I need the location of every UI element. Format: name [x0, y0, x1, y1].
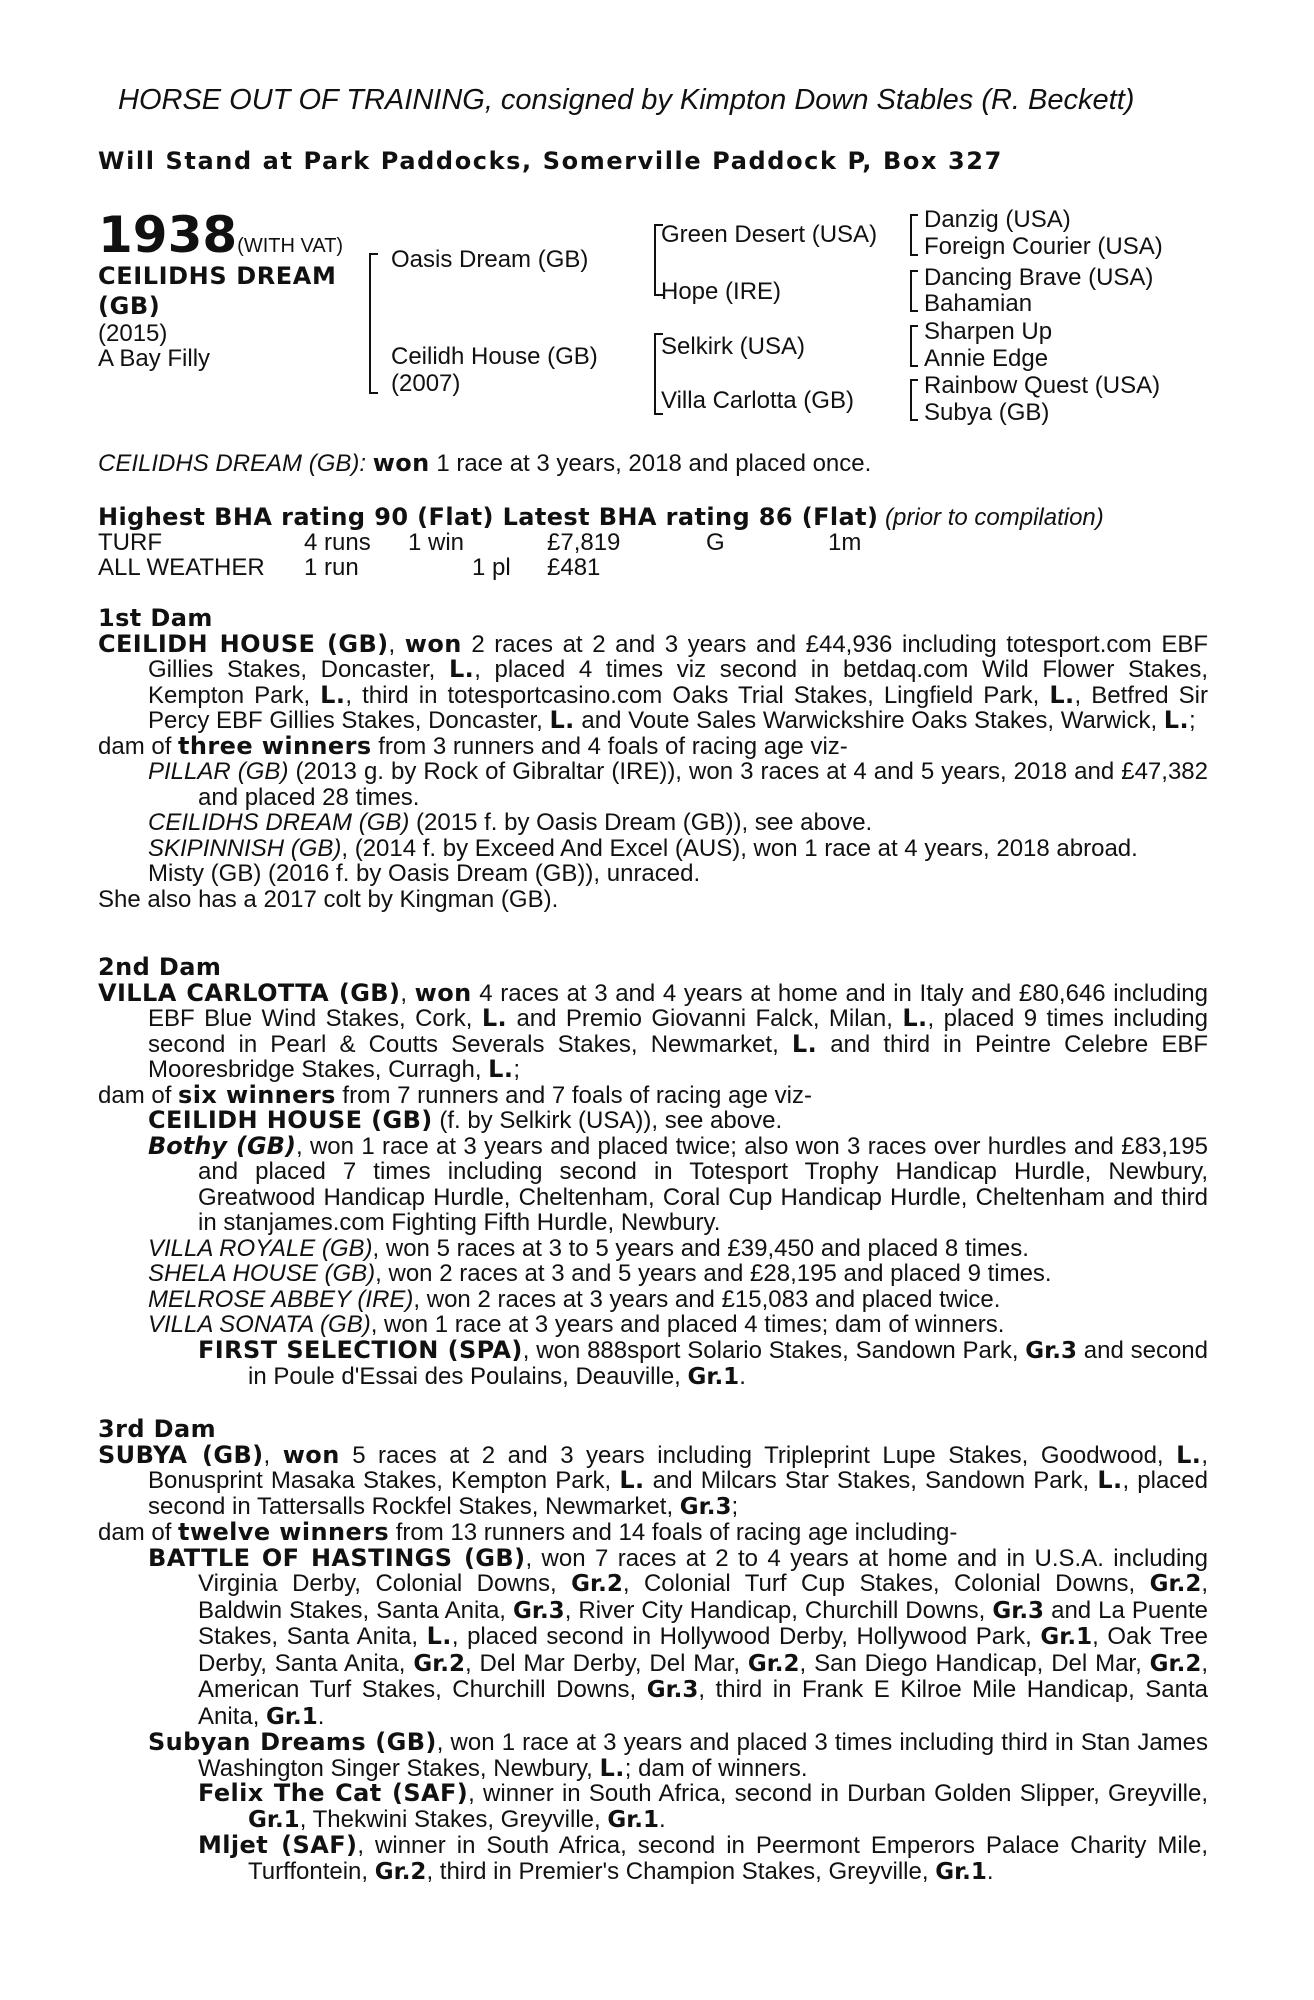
listed-label: L. — [426, 1622, 452, 1650]
bha-rating — [98, 503, 1104, 532]
progeny-melrose-abbey — [98, 1287, 1208, 1313]
listed-label: L. — [902, 1004, 928, 1032]
first-dam-text: , third in totesportcasino.com Oaks Trial Stakes, Lingfield Park, — [345, 681, 1050, 709]
progeny-text: . — [659, 1805, 666, 1833]
second-dam-won: won — [414, 978, 472, 1007]
third-dam-text: ; — [731, 1492, 739, 1520]
second-dam-text: and Premio Giovanni Falck, Milan, — [507, 1005, 903, 1032]
pedigree-dam-year: (2007) — [391, 370, 461, 397]
page-header-title: HORSE OUT OF TRAINING, consigned by Kimpton Down Stables (R. Beckett) — [118, 84, 1135, 116]
horse-name — [98, 261, 336, 321]
progeny-text: and second in Poule d'Essai des Poulains, Deauville, — [248, 1336, 1208, 1390]
progeny-name: MELROSE ABBEY (IRE) — [148, 1285, 414, 1313]
grandprogeny-mljet — [98, 1833, 1208, 1885]
produce-winners: twelve winners — [178, 1518, 390, 1546]
pedigree-dam-sire: Selkirk (USA) — [661, 333, 806, 360]
grade-label: Gr.2 — [374, 1858, 427, 1885]
progeny-name: Felix The Cat (SAF) — [198, 1779, 469, 1807]
listed-label: L. — [448, 655, 475, 683]
progeny-text: , won 5 races at 3 to 5 years and £39,450 and placed 8 times. — [372, 1234, 1029, 1262]
pedigree-ggp-6: Annie Edge — [924, 345, 1049, 372]
second-dam-paragraph: VILLA CARLOTTA (GB), won 4 races at 3 and 4 years at home and in Italy and £80,646 including EBF Blue Wind Stakes, Cork, L. and Premio Giovanni Falck, Milan, L., placed 9 times including second in Pearl & Coutts Severals Stakes, Newmarket, L. and third in Peintre Celebre EBF Mooresbridge Stakes, Curragh, L.; — [98, 978, 1209, 1083]
grade-label: Gr.3 — [513, 1597, 565, 1624]
pedigree-ggp-3: Dancing Brave (USA) — [924, 264, 1154, 291]
produce-winners: six winners — [178, 1080, 336, 1109]
grade-label: Gr.2 — [413, 1650, 465, 1677]
progeny-text: (f. by Selkirk (USA)), see above. — [432, 1107, 783, 1134]
progeny-skipinnish — [98, 836, 1208, 862]
progeny-bothy — [98, 1131, 1208, 1236]
horse-description: A Bay Filly — [98, 345, 211, 372]
pedigree-ggp-7: Rainbow Quest (USA) — [924, 372, 1161, 399]
second-dam-text: and third in Peintre Celebre EBF Mooresbridge Stakes, Curragh, — [148, 1030, 1208, 1083]
pedigree-sire-dam: Hope (IRE) — [661, 278, 782, 305]
listed-label: L. — [619, 1466, 645, 1494]
horse-name-line2: (GB) — [98, 292, 161, 320]
progeny-text: . — [317, 1702, 325, 1730]
progeny-text: , third in Frank E Kilroe Mile Handicap, Santa Anita, — [198, 1676, 1208, 1730]
progeny-text: , won 888sport Solario Stakes, Sandown Park, — [522, 1336, 1026, 1364]
second-dam-text: ; — [513, 1056, 521, 1083]
progeny-text: , Baldwin Stakes, Santa Anita, — [198, 1570, 1209, 1624]
grade-label: Gr.3 — [992, 1597, 1045, 1624]
progeny-text: , winner in South Africa, second in Durban Golden Slipper, Greyville, — [468, 1780, 1208, 1807]
produce-winners: three winners — [178, 731, 372, 760]
listed-label: L. — [488, 1055, 514, 1083]
listed-label: L. — [320, 680, 346, 709]
grade-label: Gr.1 — [266, 1703, 318, 1730]
third-dam-paragraph: SUBYA (GB), won 5 races at 2 and 3 years including Tripleprint Lupe Stakes, Goodwood, L., Bonusprint Masaka Stakes, Kempton Park, L. and Milcars Star Stakes, Sandown Park, L., placed second in Tattersalls Rockfel Stakes, Newmarket, Gr.3; — [98, 1440, 1209, 1520]
first-dam-section — [98, 606, 1208, 912]
produce-text: dam of — [98, 1519, 179, 1546]
summary-won: won — [372, 449, 430, 477]
third-dam-produce-summary — [98, 1520, 1208, 1546]
progeny-villa-royale — [98, 1236, 1208, 1262]
progeny-text: , winner in South Africa, second in Peermont Emperors Palace Charity Mile, Turffontein, — [248, 1832, 1208, 1885]
progeny-name: BATTLE OF HASTINGS (GB) — [148, 1543, 526, 1572]
turf-distance: 1m — [828, 529, 862, 556]
progeny-subyan-dreams — [98, 1730, 1208, 1781]
progeny-text: , won 2 races at 3 and 5 years and £28,195 and placed 9 times. — [375, 1260, 1052, 1287]
pedigree-brace-ggp2 — [910, 270, 918, 312]
first-dam-heading: 1st Dam — [98, 604, 213, 632]
progeny-text: , American Turf Stakes, Churchill Downs, — [198, 1649, 1208, 1703]
first-dam-text: 2 races at 2 and 3 years and £44,936 including totesport.com EBF Gillies Stakes, Doncaster, — [148, 630, 1208, 683]
third-dam-won: won — [282, 1440, 340, 1469]
progeny-text: . — [986, 1857, 994, 1885]
progeny-name: VILLA SONATA (GB) — [148, 1311, 371, 1338]
listed-label: L. — [1049, 680, 1075, 709]
first-dam-text: ; — [1189, 707, 1196, 734]
listed-label: L. — [549, 706, 575, 734]
grade-label: Gr.1 — [935, 1858, 987, 1885]
progeny-name: FIRST SELECTION (SPA) — [198, 1335, 523, 1364]
first-dam-won: won — [404, 629, 462, 658]
turf-surface: TURF — [98, 529, 162, 556]
progeny-name: SHELA HOUSE (GB) — [148, 1260, 376, 1287]
listed-label: L. — [1097, 1466, 1123, 1494]
produce-text: from 3 runners and 4 foals of racing age viz- — [371, 732, 848, 760]
pedigree-brace-gen1 — [369, 253, 378, 394]
second-dam-heading: 2nd Dam — [98, 953, 222, 981]
progeny-text: , Del Mar Derby, Del Mar, — [465, 1649, 748, 1677]
first-dam-also: She also has a 2017 colt by Kingman (GB). — [98, 885, 559, 913]
grade-label: Gr.2 — [747, 1650, 800, 1677]
progeny-shela-house — [98, 1261, 1208, 1287]
progeny-pillar — [98, 759, 1208, 810]
grade-label: Gr.2 — [571, 1571, 623, 1597]
foaling-year: (2015) — [98, 320, 168, 347]
progeny-villa-sonata — [98, 1312, 1208, 1338]
third-dam-heading: 3rd Dam — [98, 1415, 216, 1443]
lot-number-value: 1938 — [98, 206, 238, 264]
progeny-misty: Misty (GB) (2016 f. by Oasis Dream (GB)), unraced. — [148, 860, 701, 887]
pedigree-ggp-1: Danzig (USA) — [924, 206, 1071, 233]
first-dam-text: , Betfred Sir Percy EBF Gillies Stakes, Doncaster, — [148, 681, 1208, 734]
second-dam-text: , placed 9 times including second in Pearl & Coutts Severals Stakes, Newmarket, — [148, 1005, 1209, 1058]
pedigree-sire-sire: Green Desert (USA) — [661, 221, 878, 248]
aw-runs: 1 run — [304, 554, 359, 581]
third-dam-text: and Milcars Star Stakes, Sandown Park, — [644, 1467, 1098, 1494]
grade-label: Gr.1 — [248, 1806, 300, 1833]
aw-surface: ALL WEATHER — [98, 554, 265, 581]
progeny-name: PILLAR (GB) — [148, 758, 289, 785]
progeny-text: , won 1 race at 3 years and placed 3 times including third in Stan James Washington Singer Stakes, Newbury, — [198, 1729, 1209, 1782]
progeny-text: (2015 f. by Oasis Dream (GB)), see above. — [409, 809, 873, 836]
listed-label: L. — [1176, 1440, 1202, 1469]
progeny-text: , won 1 race at 3 years and placed 4 times; dam of winners. — [370, 1311, 1005, 1338]
turf-runs: 4 runs — [304, 529, 371, 556]
third-dam-section — [98, 1417, 1208, 1885]
summary-name: CEILIDHS DREAM (GB): — [98, 450, 367, 477]
pedigree-brace-ggp3 — [910, 325, 918, 367]
pedigree-ggp-5: Sharpen Up — [924, 318, 1053, 345]
second-dam-name: VILLA CARLOTTA (GB) — [98, 978, 401, 1007]
progeny-text: , River City Handicap, Churchill Downs, — [564, 1596, 993, 1624]
pedigree-ggp-8: Subya (GB) — [924, 399, 1050, 426]
aw-placed: 1 pl — [472, 554, 511, 581]
vat-note: (WITH VAT) — [237, 235, 344, 257]
first-dam-produce-summary — [98, 731, 1208, 760]
produce-text: from 7 runners and 7 foals of racing age viz- — [335, 1081, 813, 1109]
listed-label: L. — [599, 1753, 625, 1782]
horse-name-line1: CEILIDHS DREAM — [98, 262, 337, 290]
progeny-text: ; dam of winners. — [624, 1754, 808, 1782]
first-dam-text: , placed 4 times viz second in betdaq.com Wild Flower Stakes, Kempton Park, — [148, 656, 1208, 709]
stand-location: Will Stand at Park Paddocks, Somerville Paddock P, Box 327 — [98, 147, 1003, 175]
progeny-text: , San Diego Handicap, Del Mar, — [799, 1649, 1150, 1677]
progeny-name: Subyan Dreams (GB) — [148, 1728, 437, 1756]
listed-label: L. — [1163, 706, 1190, 734]
third-dam-text: , placed second in Tattersalls Rockfel Stakes, Newmarket, — [148, 1467, 1209, 1520]
progeny-ceilidh-house — [98, 1108, 1208, 1134]
third-dam-text: 5 races at 2 and 3 years including Tripleprint Lupe Stakes, Goodwood, — [339, 1441, 1177, 1469]
progeny-text: , Thekwini Stakes, Greyville, — [299, 1805, 608, 1833]
turf-prize: £7,819 — [547, 529, 621, 556]
progeny-name: CEILIDHS DREAM (GB) — [148, 809, 410, 836]
turf-going: G — [706, 529, 725, 556]
second-dam-section — [98, 955, 1208, 1391]
pedigree-brace-ggp4 — [910, 379, 918, 421]
progeny-text: and La Puente Stakes, Santa Anita, — [198, 1596, 1208, 1650]
rating-text: Highest BHA rating 90 (Flat) Latest BHA rating 86 (Flat) — [98, 503, 879, 531]
produce-text: dam of — [98, 1081, 179, 1109]
grade-label: Gr.1 — [687, 1364, 740, 1390]
progeny-text: , won 7 races at 2 to 4 years at home and in U.S.A. including Virginia Derby, Colonial Downs, — [198, 1544, 1209, 1597]
pedigree-brace-ggp1 — [910, 214, 918, 256]
progeny-text: , (2014 f. by Exceed And Excel (AUS), won 1 race at 4 years, 2018 abroad. — [341, 834, 1138, 862]
progeny-name: CEILIDH HOUSE (GB) — [148, 1106, 433, 1134]
pedigree-ggp-4: Bahamian — [924, 290, 1033, 317]
progeny-text: , Colonial Turf Cup Stakes, Colonial Downs, — [622, 1570, 1150, 1597]
second-dam-produce-summary — [98, 1080, 1208, 1109]
grade-label: Gr.2 — [1149, 1650, 1202, 1677]
first-dam-paragraph: CEILIDH HOUSE (GB), won 2 races at 2 and 3 years and £44,936 including totesport.com EBF Gillies Stakes, Doncaster, L., placed 4 times viz second in betdaq.com Wild Flower Stakes, Kempton Park, L., third in totesportcasino.com Oaks Trial Stakes, Lingfield Park, L., Betfred Sir Percy EBF Gillies Stakes, Doncaster, L. and Voute Sales Warwickshire Oaks Stakes, Warwick, L.; — [98, 629, 1208, 734]
turf-wins: 1 win — [408, 529, 465, 556]
pedigree-sire: Oasis Dream (GB) — [391, 246, 589, 273]
produce-text: from 13 runners and 14 foals of racing age including- — [389, 1519, 958, 1546]
race-summary — [98, 451, 871, 476]
progeny-text: , won 1 race at 3 years and placed twice; also won 3 races over hurdles and £83,195 and placed 7 times including second in Totesport Trophy Handicap Hurdle, Newbury, Greatwood Handicap Hurdle, Cheltenham, Coral Cup Handicap Hurdle, Cheltenham and third in stanjames.com Fighting Fifth Hurdle, Newbury. — [198, 1132, 1208, 1236]
grade-label: Gr.2 — [1149, 1571, 1202, 1597]
rating-note: (prior to compilation) — [885, 504, 1104, 531]
pedigree-dam: Ceilidh House (GB) — [391, 343, 598, 370]
progeny-name: VILLA ROYALE (GB) — [148, 1234, 373, 1262]
third-dam-name: SUBYA (GB) — [98, 1440, 264, 1469]
progeny-battle-of-hastings — [98, 1543, 1209, 1731]
pedigree-dam-dam: Villa Carlotta (GB) — [661, 387, 854, 414]
grandprogeny-first-selection — [98, 1335, 1208, 1391]
progeny-name: Mljet (SAF) — [198, 1831, 358, 1859]
progeny-text: , won 2 races at 3 years and £15,083 and placed twice. — [413, 1285, 1001, 1313]
first-dam-name: CEILIDH HOUSE (GB) — [98, 629, 389, 658]
pedigree-ggp-2: Foreign Courier (USA) — [924, 233, 1163, 260]
summary-text: 1 race at 3 years, 2018 and placed once. — [429, 450, 872, 477]
produce-text: dam of — [98, 732, 179, 760]
grandprogeny-felix-the-cat — [98, 1781, 1208, 1833]
grade-label: Gr.3 — [679, 1493, 732, 1520]
progeny-text: (2013 g. by Rock of Gibraltar (IRE)), won 3 races at 4 and 5 years, 2018 and £47,382 and placed 28 times. — [198, 758, 1208, 811]
progeny-text: . — [739, 1363, 746, 1390]
first-dam-text: and Voute Sales Warwickshire Oaks Stakes, Warwick, — [574, 707, 1164, 734]
second-dam-text: 4 races at 3 and 4 years at home and in Italy and £80,646 including EBF Blue Wind Stakes, Cork, — [148, 979, 1208, 1032]
progeny-name: SKIPINNISH (GB) — [148, 834, 342, 862]
listed-label: L. — [481, 1004, 508, 1032]
listed-label: L. — [791, 1029, 818, 1058]
progeny-text: , third in Premier's Champion Stakes, Greyville, — [426, 1857, 936, 1885]
grade-label: Gr.3 — [1025, 1337, 1077, 1364]
third-dam-text: , Bonusprint Masaka Stakes, Kempton Park, — [148, 1441, 1208, 1494]
progeny-text: , Oak Tree Derby, Santa Anita, — [198, 1623, 1208, 1677]
grade-label: Gr.3 — [646, 1677, 699, 1703]
grade-label: Gr.1 — [607, 1806, 660, 1833]
grade-label: Gr.1 — [1040, 1624, 1093, 1650]
aw-prize: £481 — [547, 554, 601, 581]
progeny-name: Bothy (GB) — [148, 1131, 296, 1160]
progeny-text: , placed second in Hollywood Derby, Hollywood Park, — [451, 1623, 1041, 1650]
progeny-ceilidhs-dream — [98, 810, 1208, 836]
